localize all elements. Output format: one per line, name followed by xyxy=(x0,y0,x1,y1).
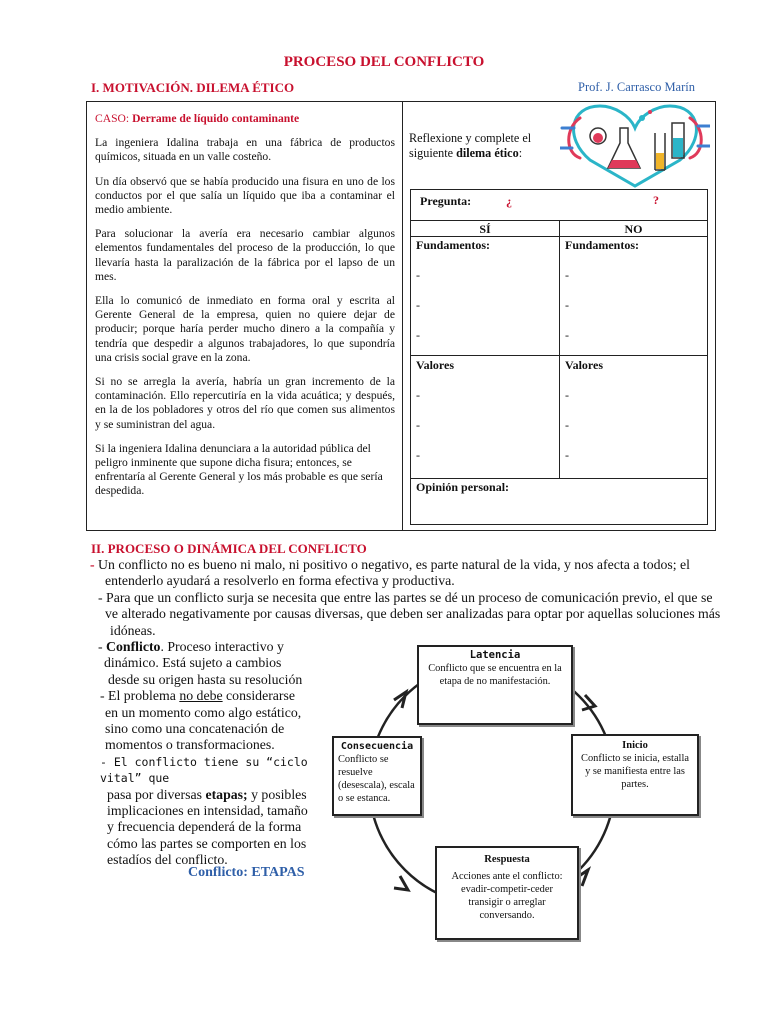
opinion-label[interactable]: Opinión personal: xyxy=(416,480,510,494)
case-label: CASO: xyxy=(95,112,130,125)
question-label: Pregunta: xyxy=(420,194,472,208)
no-valor-item[interactable]: - xyxy=(565,418,569,432)
no-valores: Valores xyxy=(565,358,604,372)
yes-header: SÍ xyxy=(479,222,491,236)
stage-consecuencia-title: Consecuencia xyxy=(340,741,414,752)
stage-respuesta xyxy=(435,846,579,940)
case-paragraph: Si no se arregla la avería, habría un gran incremento de la contaminación. Ello repercutiría en la vida acuática; y después, en la de los pobladores y otros del río que comen sus alimentos y se suministran del agua. xyxy=(95,375,395,431)
no-fund-item[interactable]: - xyxy=(565,298,569,312)
yes-fundamentos: Fundamentos: xyxy=(416,238,491,252)
question-close-mark: ? xyxy=(653,193,659,207)
stage-latencia-text: Conflicto que se encuentra en la etapa de no manifestación. xyxy=(428,663,562,687)
stage-consecuencia-text: Conflicto se resuelve (desescala), escala o se estanca. xyxy=(338,754,415,804)
stage-inicio xyxy=(571,734,699,816)
dilemma-table xyxy=(410,189,708,525)
stage-latencia-title: Latencia xyxy=(469,649,521,661)
stage-respuesta-text: Acciones ante el conflicto: evadir-competir-ceder transigir o arreglar conversando. xyxy=(451,871,563,921)
page-title: PROCESO DEL CONFLICTO xyxy=(283,54,485,70)
yes-fund-item[interactable]: - xyxy=(416,268,420,282)
author: Prof. J. Carrasco Marín xyxy=(578,80,695,94)
section-2-heading: II. PROCESO O DINÁMICA DEL CONFLICTO xyxy=(91,541,367,556)
case-paragraph: Un día observó que se había producido una fisura en uno de los conductos por el que salía un líquido que iba a contaminar el medio ambiente. xyxy=(95,174,395,217)
case-paragraph: Para solucionar la avería era necesario cambiar algunos elementos fundamentales del proceso de la producción, lo que llevaría hasta la paralización de la fábrica por el lapso de un mes. xyxy=(95,227,395,283)
section-1-heading: I. MOTIVACIÓN. DILEMA ÉTICO xyxy=(91,80,295,95)
yes-valor-item[interactable]: - xyxy=(416,418,420,432)
no-fund-item[interactable]: - xyxy=(565,328,569,342)
stage-latencia xyxy=(417,645,573,725)
stage-respuesta-title: Respuesta xyxy=(484,854,530,865)
no-fundamentos: Fundamentos: xyxy=(565,238,640,252)
stage-inicio-title: Inicio xyxy=(622,740,648,751)
table-divider xyxy=(402,101,403,531)
case-title: Derrame de líquido contaminante xyxy=(132,112,300,125)
reflection-prompt: Reflexione y complete el siguiente dilema ético: xyxy=(409,131,532,160)
yes-fund-item[interactable]: - xyxy=(416,328,420,342)
no-valor-item[interactable]: - xyxy=(565,448,569,462)
case-paragraph: La ingeniera Idalina trabaja en una fábrica de productos químicos, situada en un valle costeño. xyxy=(95,136,395,164)
case-text xyxy=(95,112,395,509)
section-2-bullets: - Conflicto. Proceso interactivo y dinámico. Está sujeto a cambios desde su origen hasta su resolución - El problema no debe considerarse en un momento como algo estático, sino como una concatenación de momentos o transformaciones. - El conflicto tiene su “ciclo vital” que pasa por diversas etapas; y posibles implicaciones en intensidad, tamaño y frecuencia dependerá de la forma cómo las partes se comporten en los estadíos del conflicto. xyxy=(98,639,308,868)
yes-valores: Valores xyxy=(416,358,455,372)
question-open-mark[interactable]: ¿ xyxy=(506,194,512,208)
yes-valor-item[interactable]: - xyxy=(416,388,420,402)
yes-fund-item[interactable]: - xyxy=(416,298,420,312)
etapas-caption: Conflicto: ETAPAS xyxy=(188,865,305,880)
no-fund-item[interactable]: - xyxy=(565,268,569,282)
section-2-intro: - Un conflicto no es bueno ni malo, ni positivo o negativo, es parte natural de la vida, y nos afecta a todos; el entenderlo ayudará a resolverlo en forma efectiva y productiva. - Para que un conflicto surja se necesita que entre las partes se dé un proceso de comunicación previo, el que se ve alterado negativamente por causas diversas, que deben ser analizadas para optar por aquellas soluciones más idóneas. xyxy=(90,557,721,638)
no-valor-item[interactable]: - xyxy=(565,388,569,402)
case-paragraph: Si la ingeniera Idalina denunciara a la autoridad pública del peligro inminente que supone dicha fisura; entonces, se enfrentaría al Gerente General y los más probable es que sería despedida. xyxy=(95,441,383,498)
case-paragraph: Ella lo comunicó de inmediato en forma oral y escrita al Gerente General de la empresa, quien no quiere dejar de producir; porque haría perder mucho dinero a la compañía y tendría que despedir a algunos trabajadores, lo que supondría una crisis social grave en la zona. xyxy=(95,294,395,364)
stage-consecuencia xyxy=(332,736,422,816)
no-header: NO xyxy=(624,222,643,236)
stage-inicio-text: Conflicto se inicia, estalla y se manifiesta entre las partes. xyxy=(581,753,689,790)
yes-valor-item[interactable]: - xyxy=(416,448,420,462)
